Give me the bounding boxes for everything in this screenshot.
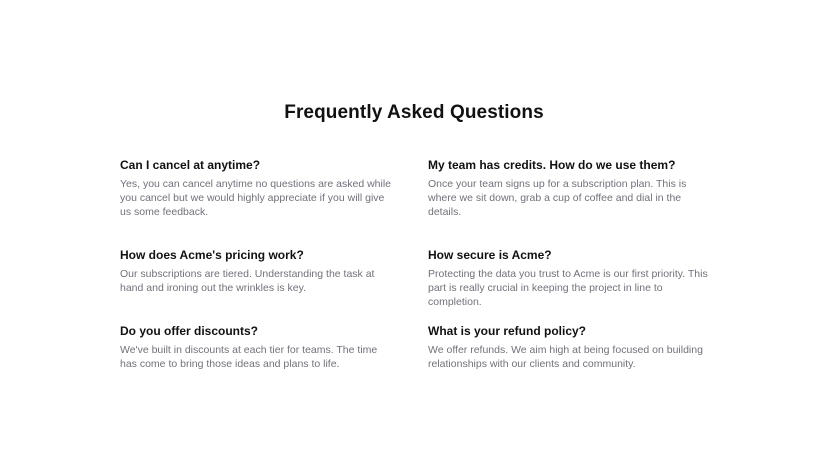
page-title: Frequently Asked Questions: [284, 102, 544, 123]
faq-answer: Protecting the data you trust to Acme is our first priority. This part is really crucial in keeping the project in line to completion.: [428, 268, 708, 308]
faq-question: What is your refund policy?: [428, 324, 587, 338]
faq-question: How secure is Acme?: [428, 248, 552, 262]
faq-answer: Once your team signs up for a subscription plan. This is where we sit down, grab a cup of coffee and dial in the details.: [428, 178, 687, 218]
faq-item-cancel: [120, 157, 392, 247]
faq-question: Can I cancel at anytime?: [120, 158, 261, 172]
faq-question: Do you offer discounts?: [120, 324, 258, 338]
faq-question: How does Acme's pricing work?: [120, 248, 304, 262]
faq-grid: [120, 157, 710, 383]
faq-answer: We offer refunds. We aim high at being focused on building relationships with our clients and community.: [428, 344, 703, 370]
faq-item-pricing: [120, 247, 392, 323]
faq-item-security: [428, 247, 708, 323]
faq-item-refund: [428, 323, 708, 383]
faq-item-credits: [428, 157, 708, 247]
faq-answer: Our subscriptions are tiered. Understanding the task at hand and ironing out the wrinkles is key.: [120, 268, 375, 294]
faq-answer: Yes, you can cancel anytime no questions are asked while you cancel but we would highly appreciate if you will give us some feedback.: [120, 178, 392, 218]
faq-item-discounts: [120, 323, 392, 383]
faq-question: My team has credits. How do we use them?: [428, 158, 676, 172]
faq-answer: We've built in discounts at each tier for teams. The time has come to bring those ideas and plans to life.: [120, 344, 378, 370]
